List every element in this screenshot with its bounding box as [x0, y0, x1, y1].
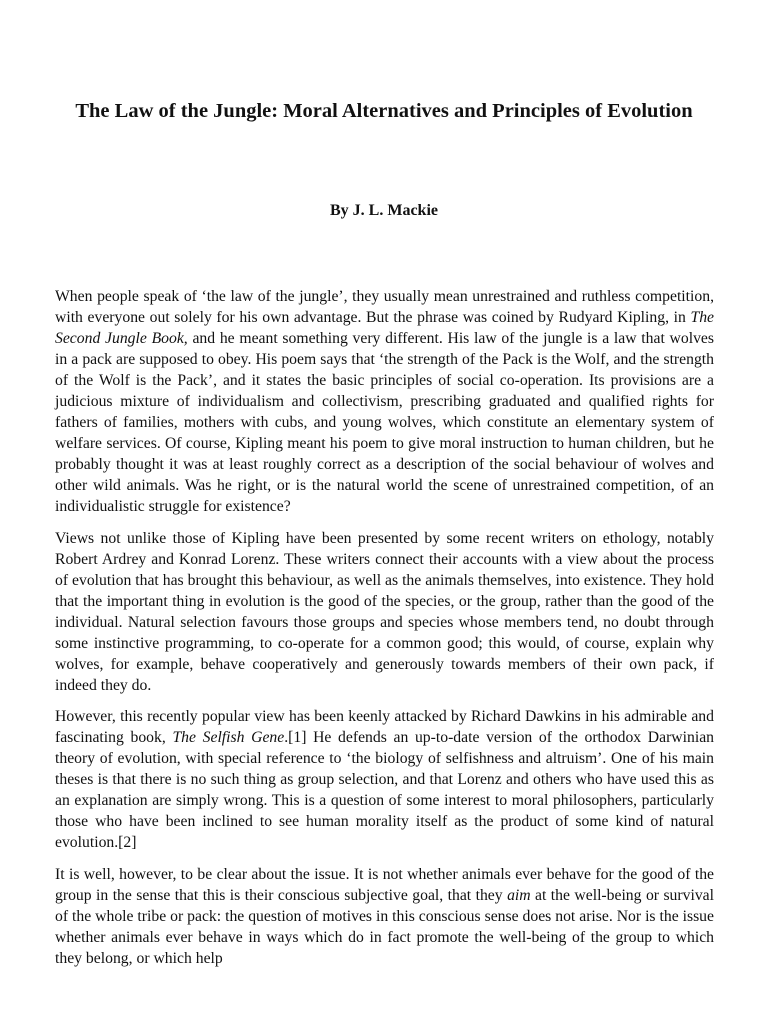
paragraph-text: .[1] He defends an up-to-date version of the orthodox Darwinian theory of evolution, with special reference to ‘the biology of selfishness and altruism’. One of his main theses is that there is no such thing as group selection, and that Lorenz and others who have used this as an explanation are simply wrong. This is a question of some interest to moral philosophers, particularly those who have been inclined to see human morality itself as the product of some kind of natural evolution.[2]	[55, 729, 714, 851]
document-body	[55, 286, 714, 979]
paragraph-1	[55, 286, 714, 517]
document-title: The Law of the Jungle: Moral Alternatives and Principles of Evolution	[75, 100, 693, 122]
paragraph-text: and he meant something very different. His law of the jungle is a law that wolves in a pack are supposed to obey. His poem says that ‘the strength of the Pack is the Wolf, and the strength of the Wolf is the Pack’, and it states the basic principles of social co-operation. Its provisions are a judicious mixture of individualism and collectivism, prescribing graduated and qualified rights for fathers of families, mothers with cubs, and young wolves, which constitute an elementary system of welfare services. Of course, Kipling meant his poem to give moral instruction to human children, but he probably thought it was at least roughly correct as a description of the social behaviour of wolves and other wild animals. Was he right, or is the natural world the scene of unrestrained competition, of an individualistic struggle for existence?	[55, 330, 714, 515]
paragraph-3	[55, 706, 714, 853]
paragraph-text: When people speak of ‘the law of the jungle’, they usually mean unrestrained and ruthless competition, with everyone out solely for his own advantage. But the phrase was coined by Rudyard Kipling, in	[55, 288, 714, 326]
paragraph-text: Views not unlike those of Kipling have been presented by some recent writers on ethology, notably Robert Ardrey and Konrad Lorenz. These writers connect their accounts with a view about the process of evolution that has brought this behaviour, as well as the animals themselves, into existence. They hold that the important thing in evolution is the good of the species, or the group, rather than the good of the individual. Natural selection favours those groups and species whose members tend, no doubt through some instinctive programming, to co-operate for a common good; this would, of course, explain why wolves, for example, behave cooperatively and generously towards members of their own pack, if indeed they do.	[55, 529, 714, 694]
book-title-italic: The Second Jungle Book,	[55, 309, 714, 347]
paragraph-text: However, this recently popular view has been keenly attacked by Richard Dawkins in his admirable and fascinating book,	[55, 708, 714, 746]
book-title-italic: The Selfish Gene	[172, 729, 285, 746]
document-author: By J. L. Mackie	[330, 202, 438, 219]
paragraph-text: It is well, however, to be clear about the issue. It is not whether animals ever behave for the good of the group in the sense that this is their conscious subjective goal, that they	[55, 865, 714, 904]
paragraph-text: at the well-being or survival of the whole tribe or pack: the question of motives in this conscious sense does not arise. Nor is the issue whether animals ever behave in ways which do in fact promote the well-being of the group to which they belong, or which help	[55, 886, 714, 967]
emphasis-italic: aim	[507, 886, 531, 904]
paragraph-4	[55, 864, 714, 969]
paragraph-2	[55, 528, 714, 696]
